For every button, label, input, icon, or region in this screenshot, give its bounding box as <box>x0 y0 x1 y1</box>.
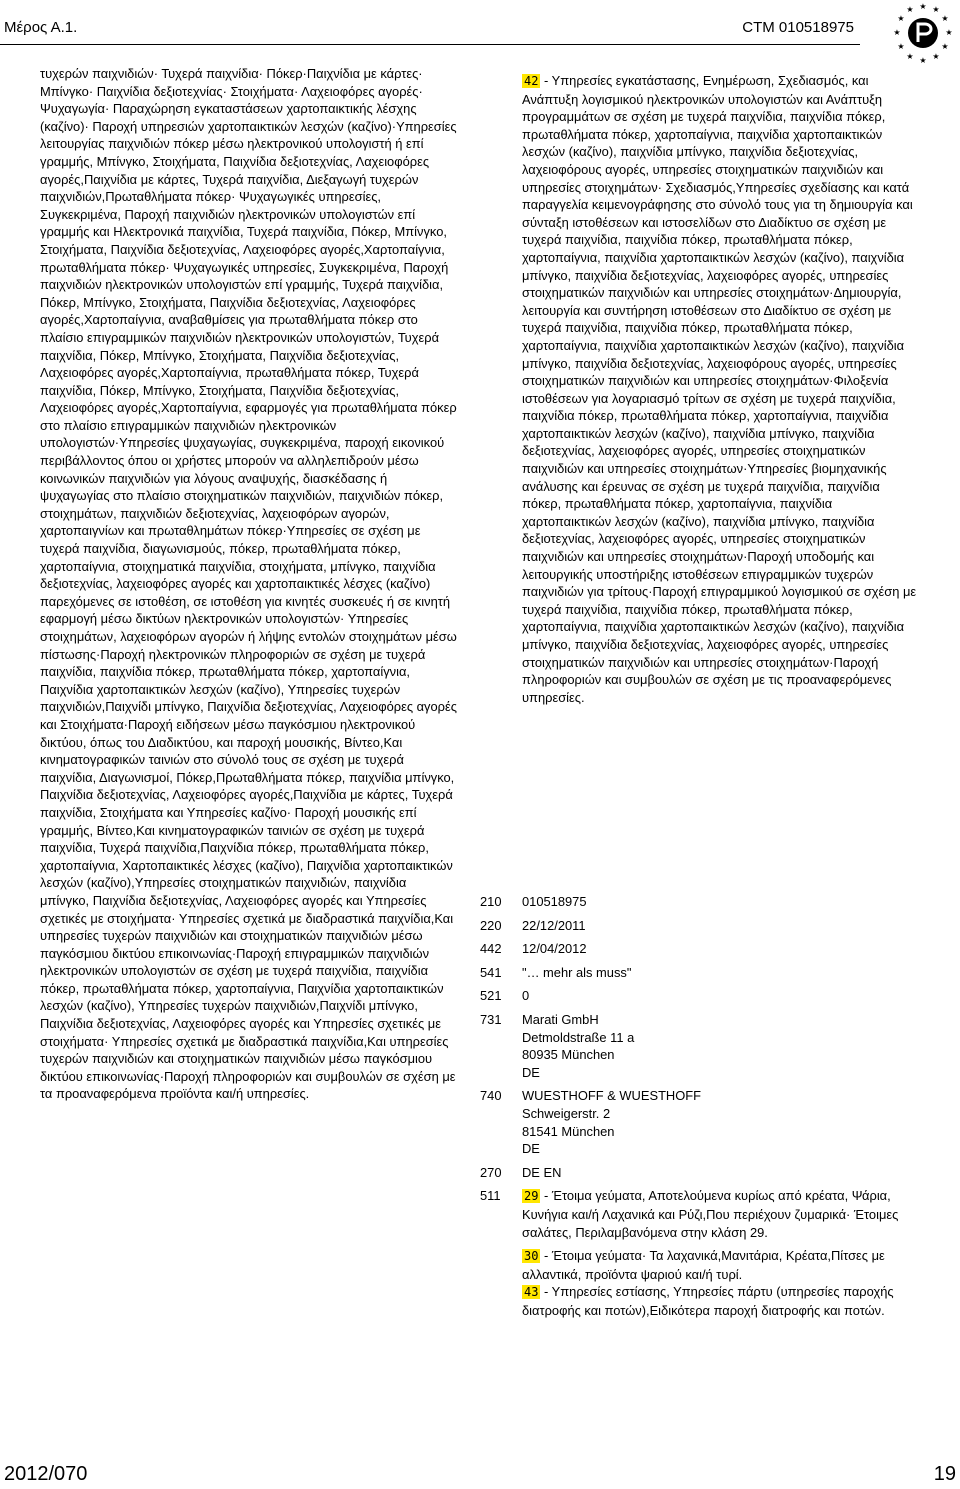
eu-emblem-icon <box>888 0 958 66</box>
svg-text:★: ★ <box>932 5 940 14</box>
svg-text:★: ★ <box>941 42 949 51</box>
class-number-badge: 42 <box>524 74 539 88</box>
header-ctm-number: CTM 010518975 <box>742 19 854 36</box>
footer-issue: 2012/070 <box>4 1463 88 1485</box>
svg-text:★: ★ <box>919 2 927 11</box>
field-value: 12/04/2012 <box>522 941 587 957</box>
svg-text:★: ★ <box>945 28 953 37</box>
class-43-item <box>522 1283 920 1319</box>
bibliographic-fields <box>480 893 920 1325</box>
field-220 <box>480 917 920 935</box>
svg-text:★: ★ <box>893 28 901 37</box>
left-column <box>40 65 458 1103</box>
field-740-representative <box>480 1087 920 1157</box>
field-value: DE EN <box>522 1164 562 1180</box>
field-code: 442 <box>480 941 502 957</box>
applicant-name: Marati GmbH <box>522 1011 599 1027</box>
class-43-text: - Υπηρεσίες εστίασης, Υπηρεσίες πάρτυ (υπηρεσίες παροχής διατροφής και ποτών),Ειδικότερα παροχή διατροφής και ποτών. <box>522 1284 894 1318</box>
field-521 <box>480 987 920 1005</box>
class-29-text: - Έτοιμα γεύματα, Αποτελούμενα κυρίως από κρέατα, Ψάρια, Κυνήγια και/ή Λαχανικά και Ρύζι,Που περιέχουν ζυμαρικά· Έτοιμες σαλάτες, Περιλαμβανόμενα στην κλάση 29. <box>522 1188 899 1240</box>
field-code: 731 <box>480 1011 502 1027</box>
field-value: 0 <box>522 988 530 1004</box>
field-731-applicant <box>480 1011 920 1081</box>
class-42-text: - Υπηρεσίες εγκατάστασης, Ενημέρωση, Σχεδιασμός, και Ανάπτυξη λογισμικού ηλεκτρονικών υπολογιστών και Ανάπτυξη προγραμμάτων σε σχέση με τυχερά παιχνίδια, παιχνίδια πόκερ, πρωταθλήματα πόκερ, χαρτοπαίγνια, παιχνίδια χαρτοπαικτικών λεσχών (καζίνο), παιχνίδια μπίνγκο, παιχνίδια δεξιοτεχνίας, λαχειοφόρους αγορές, υπηρεσίες στοιχηματικών παιχνιδιών και υπηρεσίες στοιχημάτων· Σχεδιασμός,Υπηρεσίες σχεδίασης και κατά παραγγελία κειμενογράφησης στο σύνολό τους για τη δημιουργία και σύνταξη ιστοθέσεων και ιστοσελίδων στο Διαδίκτυο σε σχέση με τυχερά παιχνίδια, παιχνίδια πόκερ, πρωταθλήματα πόκερ, χαρτοπαίγνια, παιχνίδια χαρτοπαικτικών λεσχών (καζίνο), παιχνίδια μπίνγκο, παιχνίδια δεξιοτεχνίας, λαχειοφόρες αγορές, υπηρεσίες στοιχηματικών παιχνιδιών και υπηρεσίες στοιχημάτων·Δημιουργία, λειτουργία και συντήρηση ιστοθέσεων στο Διαδίκτυο σε σχέση με τυχερά παιχνίδια, παιχνίδια πόκερ, πρωταθλήματα πόκερ, χαρτοπαίγνια, παιχνίδια χαρτοπαικτικών λεσχών (καζίνο), παιχνίδια μπίνγκο, παιχνίδια δεξιοτεχνίας, λαχειοφόρους αγορές, υπηρεσίες στοιχηματικών παιχνιδιών και υπηρεσίες στοιχημάτων·Φιλοξενία ιστοθέσεων για λογαριασμό τρίτων σε σχέση με τυχερά παιχνίδια, παιχνίδια πόκερ, πρωταθλήματα πόκερ, χαρτοπαίγνια, παιχνίδια χαρτοπαικτικών λεσχών (καζίνο), παιχνίδια μπίνγκο, παιχνίδια δεξιοτεχνίας, λαχειοφόρες αγορές, υπηρεσίες στοιχηματικών παιχνιδιών και υπηρεσίες στοιχημάτων·Υπηρεσίες βιομηχανικής ανάλυσης και έρευνας σε σχέση με τυχερά παιχνίδια, παιχνίδια πόκερ, πρωταθλήματα πόκερ, χαρτοπαίγνια, παιχνίδια χαρτοπαικτικών λεσχών (καζίνο), παιχνίδια μπίνγκο, παιχνίδια δεξιοτεχνίας, λαχειοφόρες αγορές, υπηρεσίες στοιχηματικών παιχνιδιών και υπηρεσίες στοιχημάτων·Παροχή υποδομής και λειτουργικής υποστήριξης ιστοθέσεων επιγραμμικών τυχερών παιχνιδιών για τρίτους·Παροχή επιγραμμικού λογισμικού σε σχέση με τυχερά παιχνίδια, παιχνίδια πόκερ, πρωταθλήματα πόκερ, χαρτοπαίγνια, παιχνίδια χαρτοπαικτικών λεσχών (καζίνο), παιχνίδια μπίνγκο, παιχνίδια δεξιοτεχνίας, λαχειοφόρες αγορές, υπηρεσίες στοιχηματικών παιχνιδιών και υπηρεσίες στοιχημάτων·Παροχή πληροφοριών και συμβουλών σε σχέση με τις προαναφερόμενες υπηρεσίες. <box>522 73 917 705</box>
representative-address <box>522 1087 920 1157</box>
svg-text:★: ★ <box>897 14 905 23</box>
field-code: 740 <box>480 1088 502 1104</box>
class-30-text: - Έτοιμα γεύματα· Τα λαχανικά,Μανιτάρια, Κρέατα,Πίτσες με αλλαντικά, προϊόντα ψαριού και/ή τυρί. <box>522 1248 885 1282</box>
field-code: 270 <box>480 1164 502 1180</box>
field-541 <box>480 964 920 982</box>
svg-text:★: ★ <box>932 52 940 61</box>
field-code: 511 <box>480 1188 501 1204</box>
field-code: 220 <box>480 917 502 933</box>
representative-city: 81541 München <box>522 1123 615 1139</box>
class-number-badge: 30 <box>524 1249 539 1264</box>
footer-page-number: 19 <box>933 1463 956 1485</box>
applicant-city: 80935 München <box>522 1047 615 1063</box>
representative-street: Schweigerstr. 2 <box>522 1105 611 1121</box>
field-value: 22/12/2011 <box>522 917 586 933</box>
field-210 <box>480 893 920 911</box>
applicant-address <box>522 1011 920 1081</box>
representative-country: DE <box>522 1141 540 1157</box>
header-rule <box>0 44 860 45</box>
field-511-classes <box>480 1187 920 1319</box>
class-list <box>522 1187 920 1319</box>
svg-text:★: ★ <box>906 5 914 14</box>
svg-text:★: ★ <box>919 56 927 65</box>
field-value: "… mehr als muss" <box>522 964 632 980</box>
class-number-badge: 43 <box>524 1285 539 1300</box>
field-442 <box>480 940 920 958</box>
field-code: 541 <box>480 964 502 980</box>
class-41-continued-text: τυχερών παιχνιδιών· Τυχερά παιχνίδια· Πόκερ·Παιχνίδια με κάρτες· Μπίνγκο· Παιχνίδια δεξιοτεχνίας· Στοιχήματα· Λαχειοφόρες αγορές· Ψυχαγωγία· Παραχώρηση εγκαταστάσεων χαρτοπαικτικής λέσχης (καζίνο)· Παροχή υπηρεσιών χαρτοπαικτικών λεσχών (καζίνο)·Υπηρεσίες λειτουργίας παιχνιδιών πόκερ μέσω ηλεκτρονικού υπολογιστή ή επί γραμμής, Μπίνγκο, Στοιχήματα, Παιχνίδια δεξιοτεχνίας, Λαχειοφόρες αγορές,Παιχνίδια με κάρτες, Τυχερά παιχνίδια, Διεξαγωγή τυχερών παιχνιδιών,Πρωταθλήματα πόκερ· Ψυχαγωγικές υπηρεσίες, Συγκεκριμένα, Παροχή παιχνιδιών ηλεκτρονικών υπολογιστών επί γραμμής και Ηλεκτρονικά παιχνίδια, Τυχερά παιχνίδια, Πόκερ, Μπίνγκο, Στοιχήματα, Παιχνίδια δεξιοτεχνίας, Λαχειοφόρες αγορές,Χαρτοπαίγνια, πρωταθλήματα πόκερ· Ψυχαγωγικές υπηρεσίες, Συγκεκριμένα, Παροχή παιχνιδιών ηλεκτρονικών υπολογιστών επί γραμμής, Τυχερά παιχνίδια, Πόκερ, Μπίνγκο, Στοιχήματα, Παιχνίδια δεξιοτεχνίας, Λαχειοφόρες αγορές,Χαρτοπαίγνια, αναβαθμίσεις για πρωταθλήματα πόκερ στο πλαίσιο επιγραμμικών παιχνιδιών ηλεκτρονικών υπολογιστών, Τυχερά παιχνίδια, Πόκερ, Μπίνγκο, Στοιχήματα, Παιχνίδια δεξιοτεχνίας, Λαχειοφόρες αγορές,Χαρτοπαίγνια, πρωταθλήματα πόκερ, Τυχερά παιχνίδια, Πόκερ, Μπίνγκο, Στοιχήματα, Παιχνίδια δεξιοτεχνίας, Λαχειοφόρες αγορές,Χαρτοπαίγνια, εφαρμογές για πρωταθλήματα πόκερ στο πλαίσιο επιγραμμικών παιχνιδιών ηλεκτρονικών υπολογιστών·Υπηρεσίες ψυχαγωγίας, συγκεκριμένα, παροχή εικονικού περιβάλλοντος όπου οι χρήστες μπορούν να αλληλεπιδρούν μέσω κοινωνικών παιχνιδιών για λόγους αναψυχής, διασκέδασης ή ψυχαγωγίας στο πλαίσιο στοιχηματικών παιχνιδιών, παιχνιδιών πόκερ, στοιχημάτων, παιχνιδιών δεξιοτεχνίας, λαχειοφόρων αγορών, χαρτοπαιγνίων και πρωταθλημάτων πόκερ·Υπηρεσίες σε σχέση με τυχερά παιχνίδια, διαγωνισμούς, πόκερ, πρωταθλήματα πόκερ, χαρτοπαίγνια, στοιχηματικά παιχνίδια, στοιχήματα, μπίνγκο, παιχνίδια δεξιοτεχνίας, λαχειοφόρες αγορές και χαρτοπαικτικές λέσχες (καζίνο) παρεχόμενες σε ιστοθέση, σε ιστοθέση για κινητές συσκευές ή σε κινητή εφαρμογή μέσω δικτύων ηλεκτρονικών υπολογιστών· Υπηρεσίες στοιχημάτων, λαχειοφόρων αγορών ή λήψης εντολών στοιχημάτων μέσω πίστωσης·Παροχή ηλεκτρονικών πληροφοριών σε σχέση με τυχερά παιχνίδια, παιχνίδια πόκερ, πρωταθλήματα πόκερ, χαρτοπαίγνια, Παιχνίδια χαρτοπαικτικών λεσχών (καζίνο), Υπηρεσίες τυχερών παιχνιδιών,Παιχνίδι μπίνγκο, Παιχνίδια δεξιοτεχνίας, Λαχειοφόρες αγορές και Στοιχήματα·Παροχή ειδήσεων μέσω παγκόσμιου ηλεκτρονικού δικτύου, όπως του Διαδικτύου, και παροχή μουσικής, Βίντεο,Και κινηματογραφικών ταινιών στο σύνολό τους σε σχέση με τυχερά παιχνίδια, Διαγωνισμοί, Πόκερ,Πρωταθλήματα πόκερ, παιχνίδια μπίνγκο, Παιχνίδια δεξιοτεχνίας, Λαχειοφόρες αγορές,Παιχνίδια με κάρτες, Τυχερά παιχνίδια, Στοιχήματα και Υπηρεσίες καζίνο· Παροχή μουσικής επί γραμμής, Βίντεο,Και κινηματογραφικών ταινιών σε σχέση με τυχερά παιχνίδια, Τυχερά παιχνίδια,Παιχνίδια πόκερ, πρωταθλήματα πόκερ, χαρτοπαίγνια, Χαρτοπαικτικές λέσχες (καζίνο), Παιχνίδια χαρτοπαικτικών λεσχών (καζίνο),Υπηρεσίες στοιχηματικών παιχνιδιών, παιχνίδια μπίνγκο, Παιχνίδια δεξιοτεχνίας, Λαχειοφόρες αγορές και Υπηρεσίες σχετικές με στοιχήματα· Υπηρεσίες σχετικά με διαδραστικά παιχνίδια,Και υπηρεσίες τυχερών παιχνιδιών και στοιχηματικών παιχνιδιών μέσω παγκόσμιου δικτύου επικοινωνίας·Παροχή επιγραμμικών παιχνιδιών ηλεκτρονικών υπολογιστών σε σχέση με τυχερά παιχνίδια, παιχνίδια πόκερ, πρωταθλήματα πόκερ, χαρτοπαίγνια, Παιχνίδια χαρτοπαικτικών λεσχών (καζίνο), Υπηρεσίες τυχερών παιχνιδιών,Παιχνίδι μπίνγκο, Παιχνίδια δεξιοτεχνίας, Λαχειοφόρες αγορές και Υπηρεσίες σχετικές με στοιχήματα· Υπηρεσίες σχετικά με διαδραστικά παιχνίδια,Και υπηρεσίες τυχερών παιχνιδιών και στοιχηματικών παιχνιδιών μέσω παγκόσμιου δικτύου επικοινωνίας·Παροχή πληροφοριών και συμβουλών σε σχέση με τα προαναφερόμενα προϊόντα και/ή υπηρεσίες. <box>40 66 457 1102</box>
representative-name: WUESTHOFF & WUESTHOFF <box>522 1088 702 1104</box>
field-code: 210 <box>480 894 502 909</box>
class-42-item <box>522 72 922 706</box>
field-value: 010518975 <box>522 894 587 909</box>
header-part: Μέρος Α.1. <box>4 19 78 36</box>
field-code: 521 <box>480 988 502 1004</box>
svg-text:★: ★ <box>897 42 905 51</box>
svg-text:★: ★ <box>941 14 949 23</box>
svg-text:★: ★ <box>906 52 914 61</box>
class-29-item <box>522 1187 920 1241</box>
applicant-country: DE <box>522 1064 540 1080</box>
class-number-badge: 29 <box>524 1189 539 1204</box>
field-270 <box>480 1164 920 1182</box>
class-30-item <box>522 1247 920 1283</box>
right-column <box>522 72 922 706</box>
applicant-street: Detmoldstraße 11 a <box>522 1029 635 1045</box>
